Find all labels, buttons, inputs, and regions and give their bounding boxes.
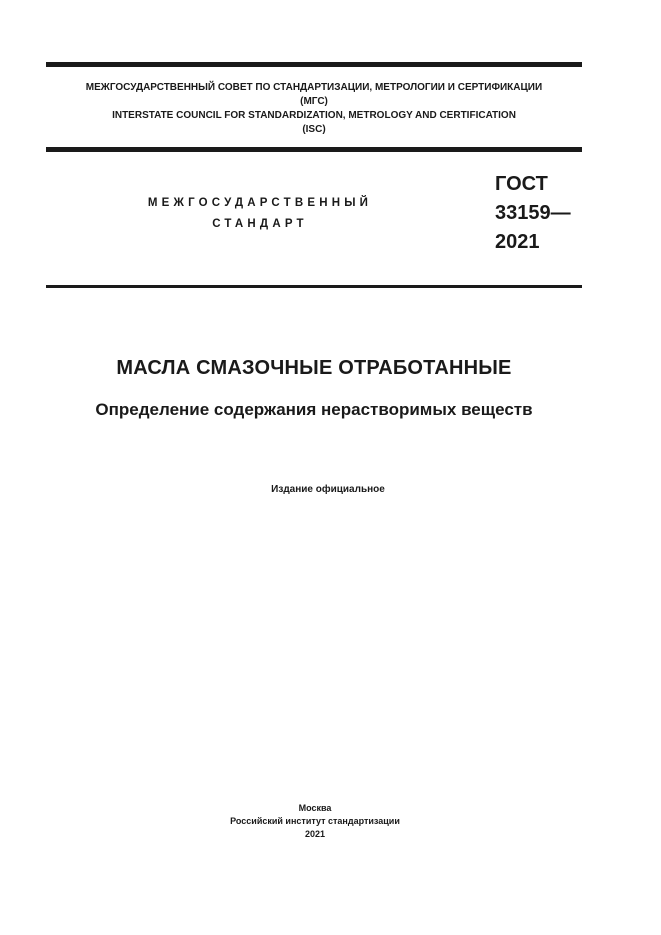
- council-header: [46, 81, 582, 137]
- standard-type-line1: МЕЖГОСУДАРСТВЕННЫЙ: [147, 197, 373, 209]
- imprint: [0, 802, 630, 841]
- document-title: МАСЛА СМАЗОЧНЫЕ ОТРАБОТАННЫЕ: [116, 357, 512, 379]
- council-en-abbr: (ISC): [302, 124, 326, 135]
- top-rule: [46, 62, 582, 67]
- standard-type-line2: СТАНДАРТ: [212, 218, 308, 230]
- gost-prefix: ГОСТ: [495, 173, 548, 195]
- gost-number: 33159—: [495, 202, 571, 224]
- bottom-rule: [46, 285, 582, 288]
- council-en-name: INTERSTATE COUNCIL FOR STANDARDIZATION, METROLOGY AND CERTIFICATION: [112, 110, 516, 121]
- standard-type: [120, 193, 400, 235]
- imprint-publisher: Российский институт стандартизации: [230, 816, 400, 826]
- imprint-year: 2021: [304, 829, 326, 839]
- council-ru-abbr: (МГС): [300, 96, 328, 107]
- document-subtitle: Определение содержания нерастворимых веществ: [95, 400, 533, 419]
- council-ru-name: МЕЖГОСУДАРСТВЕННЫЙ СОВЕТ ПО СТАНДАРТИЗАЦИИ, МЕТРОЛОГИИ И СЕРТИФИКАЦИИ: [85, 82, 543, 93]
- gost-designation: [495, 170, 571, 257]
- edition-note: Издание официальное: [271, 484, 385, 495]
- imprint-city: Москва: [298, 803, 332, 813]
- middle-rule: [46, 147, 582, 152]
- gost-year: 2021: [495, 231, 540, 253]
